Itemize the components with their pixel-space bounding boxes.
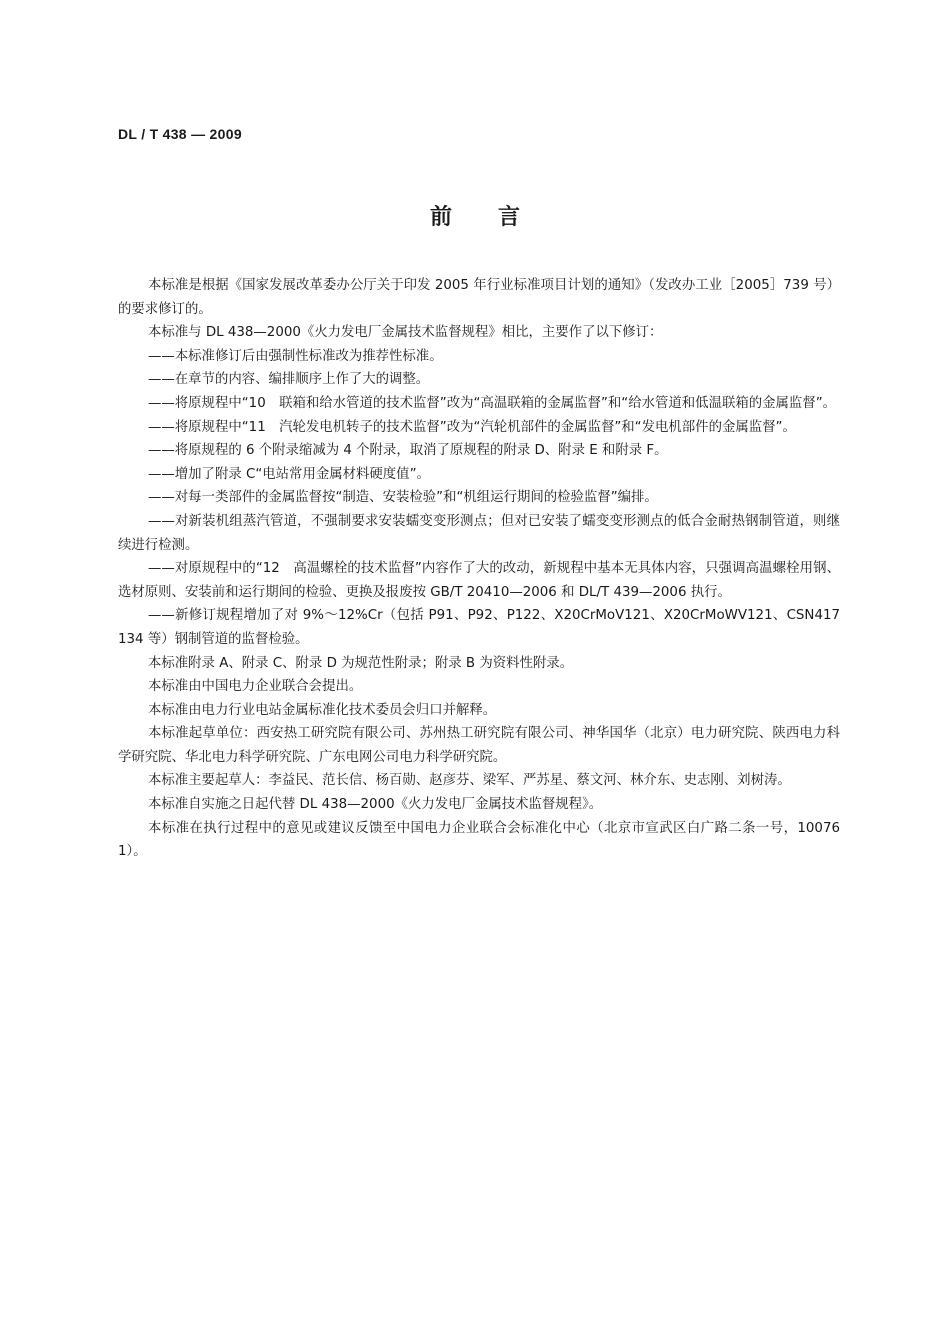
list-item: ——对原规程中的“12 高温螺栓的技术监督”内容作了大的改动，新规程中基本无具体内容，只强调高温螺栓用钢、选材原则、安装前和运行期间的检验、更换及报废按 GB/T 20410—2006 和 DL/T 439—2006 执行。 (118, 561, 840, 600)
paragraph: 本标准是根据《国家发展改革委办公厅关于印发 2005 年行业标准项目计划的通知》（发改办工业［2005］739 号）的要求修订的。 (118, 278, 840, 317)
list-item: ——将原规程中“11 汽轮发电机转子的技术监督”改为“汽轮机部件的金属监督”和“发电机部件的金属监督”。 (148, 419, 796, 435)
paragraph: 本标准在执行过程中的意见或建议反馈至中国电力企业联合会标准化中心（北京市宣武区白广路二条一号，100761）。 (118, 820, 840, 860)
list-item: ——对每一类部件的金属监督按“制造、安装检验”和“机组运行期间的检验监督”编排。 (148, 490, 658, 506)
paragraph: 本标准与 DL 438—2000《火力发电厂金属技术监督规程》相比，主要作了以下修订： (148, 325, 663, 341)
foreword-body (118, 274, 840, 864)
paragraph: 本标准由电力行业电站金属标准化技术委员会归口并解释。 (148, 702, 497, 718)
paragraph: 本标准主要起草人：李益民、范长信、杨百勋、赵彦芬、梁军、严苏星、蔡文河、林介东、史志刚、刘树涛。 (148, 773, 791, 789)
list-item: ——将原规程中“10 联箱和给水管道的技术监督”改为“高温联箱的金属监督”和“给水管道和低温联箱的金属监督”。 (148, 395, 837, 411)
paragraph: 本标准由中国电力企业联合会提出。 (148, 679, 363, 695)
list-item: ——对新装机组蒸汽管道，不强制要求安装蠕变变形测点；但对已安装了蠕变变形测点的低合金耐热钢制管道，则继续进行检测。 (118, 513, 840, 553)
list-item: ——将原规程的 6 个附录缩减为 4 个附录，取消了原规程的附录 D、附录 E 和附录 F。 (148, 443, 668, 459)
list-item: ——在章节的内容、编排顺序上作了大的调整。 (148, 372, 430, 388)
paragraph: 本标准起草单位：西安热工研究院有限公司、苏州热工研究院有限公司、神华国华（北京）电力研究院、陕西电力科学研究院、华北电力科学研究院、广东电网公司电力科学研究院。 (118, 726, 840, 765)
list-item: ——本标准修订后由强制性标准改为推荐性标准。 (148, 348, 443, 364)
paragraph: 本标准自实施之日起代替 DL 438—2000《火力发电厂金属技术监督规程》。 (148, 797, 603, 813)
list-item: ——增加了附录 C“电站常用金属材料硬度值”。 (148, 466, 430, 482)
page-title: 前言 (429, 205, 566, 230)
standard-code: DL / T 438 — 2009 (118, 126, 242, 142)
list-item: ——新修订规程增加了对 9%～12%Cr（包括 P91、P92、P122、X20CrMoV121、X20CrMoWV121、CSN417134 等）钢制管道的监督检验。 (118, 608, 840, 647)
paragraph: 本标准附录 A、附录 C、附录 D 为规范性附录；附录 B 为资料性附录。 (148, 655, 574, 671)
